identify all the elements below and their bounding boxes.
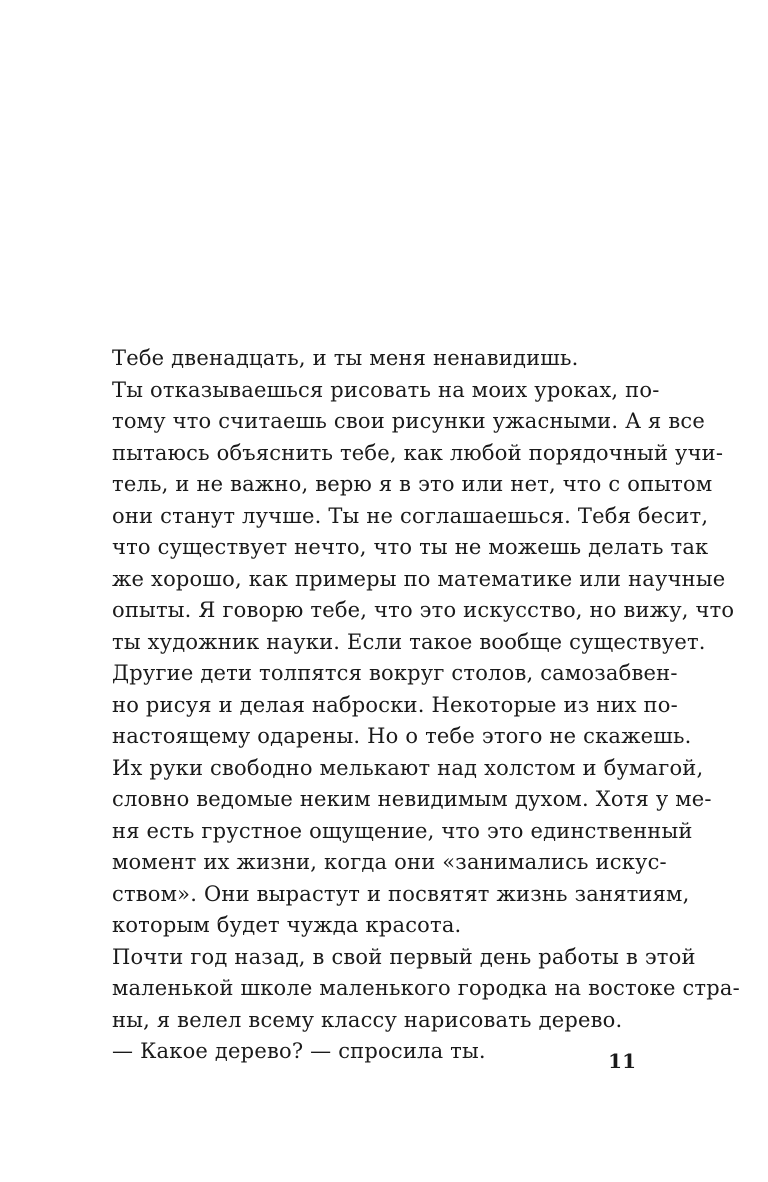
text-line: Другие дети толпятся вокруг столов, самозабвен- xyxy=(112,661,678,685)
text-line: которым будет чужда красота. xyxy=(112,913,462,937)
text-line: Ты отказываешься рисовать на моих уроках, по- xyxy=(112,377,660,402)
text-line: ты художник науки. Если такое вообще существует. xyxy=(112,629,706,654)
body-text xyxy=(112,343,740,1068)
text-line: что существует нечто, что ты не можешь делать так xyxy=(112,535,709,559)
text-line: они станут лучше. Ты не соглашаешься. Тебя бесит, xyxy=(112,503,709,528)
text-line: момент их жизни, когда они «занимались искус- xyxy=(112,850,667,874)
text-line: Их руки свободно мелькают над холстом и бумагой, xyxy=(112,755,704,780)
text-line: ны, я велел всему классу нарисовать дерево. xyxy=(112,1007,623,1032)
text-line: тель, и не важно, верю я в это или нет, что с опытом xyxy=(112,472,713,496)
page-number: 11 xyxy=(608,1049,636,1073)
text-line: опыты. Я говорю тебе, что это искусство, но вижу, что xyxy=(112,598,735,622)
text-line: но рисуя и делая наброски. Некоторые из них по- xyxy=(112,692,678,717)
text-line: тому что считаешь свои рисунки ужасными. А я все xyxy=(112,409,705,433)
text-line: же хорошо, как примеры по математике или научные xyxy=(112,566,726,591)
text-line: — Какое дерево? — спросила ты. xyxy=(112,1039,486,1063)
text-line: Почти год назад, в свой первый день работы в этой xyxy=(112,944,696,969)
text-line: маленькой школе маленького городка на востоке стра- xyxy=(112,976,740,1000)
text-line: пытаюсь объяснить тебе, как любой порядочный учи- xyxy=(112,440,724,465)
text-line: словно ведомые неким невидимым духом. Хотя у ме- xyxy=(112,787,712,811)
text-line: ня есть грустное ощущение, что это единственный xyxy=(112,818,693,843)
text-line: Тебе двенадцать, и ты меня ненавидишь. xyxy=(112,346,579,370)
text-line: ством». Они вырастут и посвятят жизнь занятиям, xyxy=(112,881,690,906)
text-line: настоящему одарены. Но о тебе этого не скажешь. xyxy=(112,724,692,748)
